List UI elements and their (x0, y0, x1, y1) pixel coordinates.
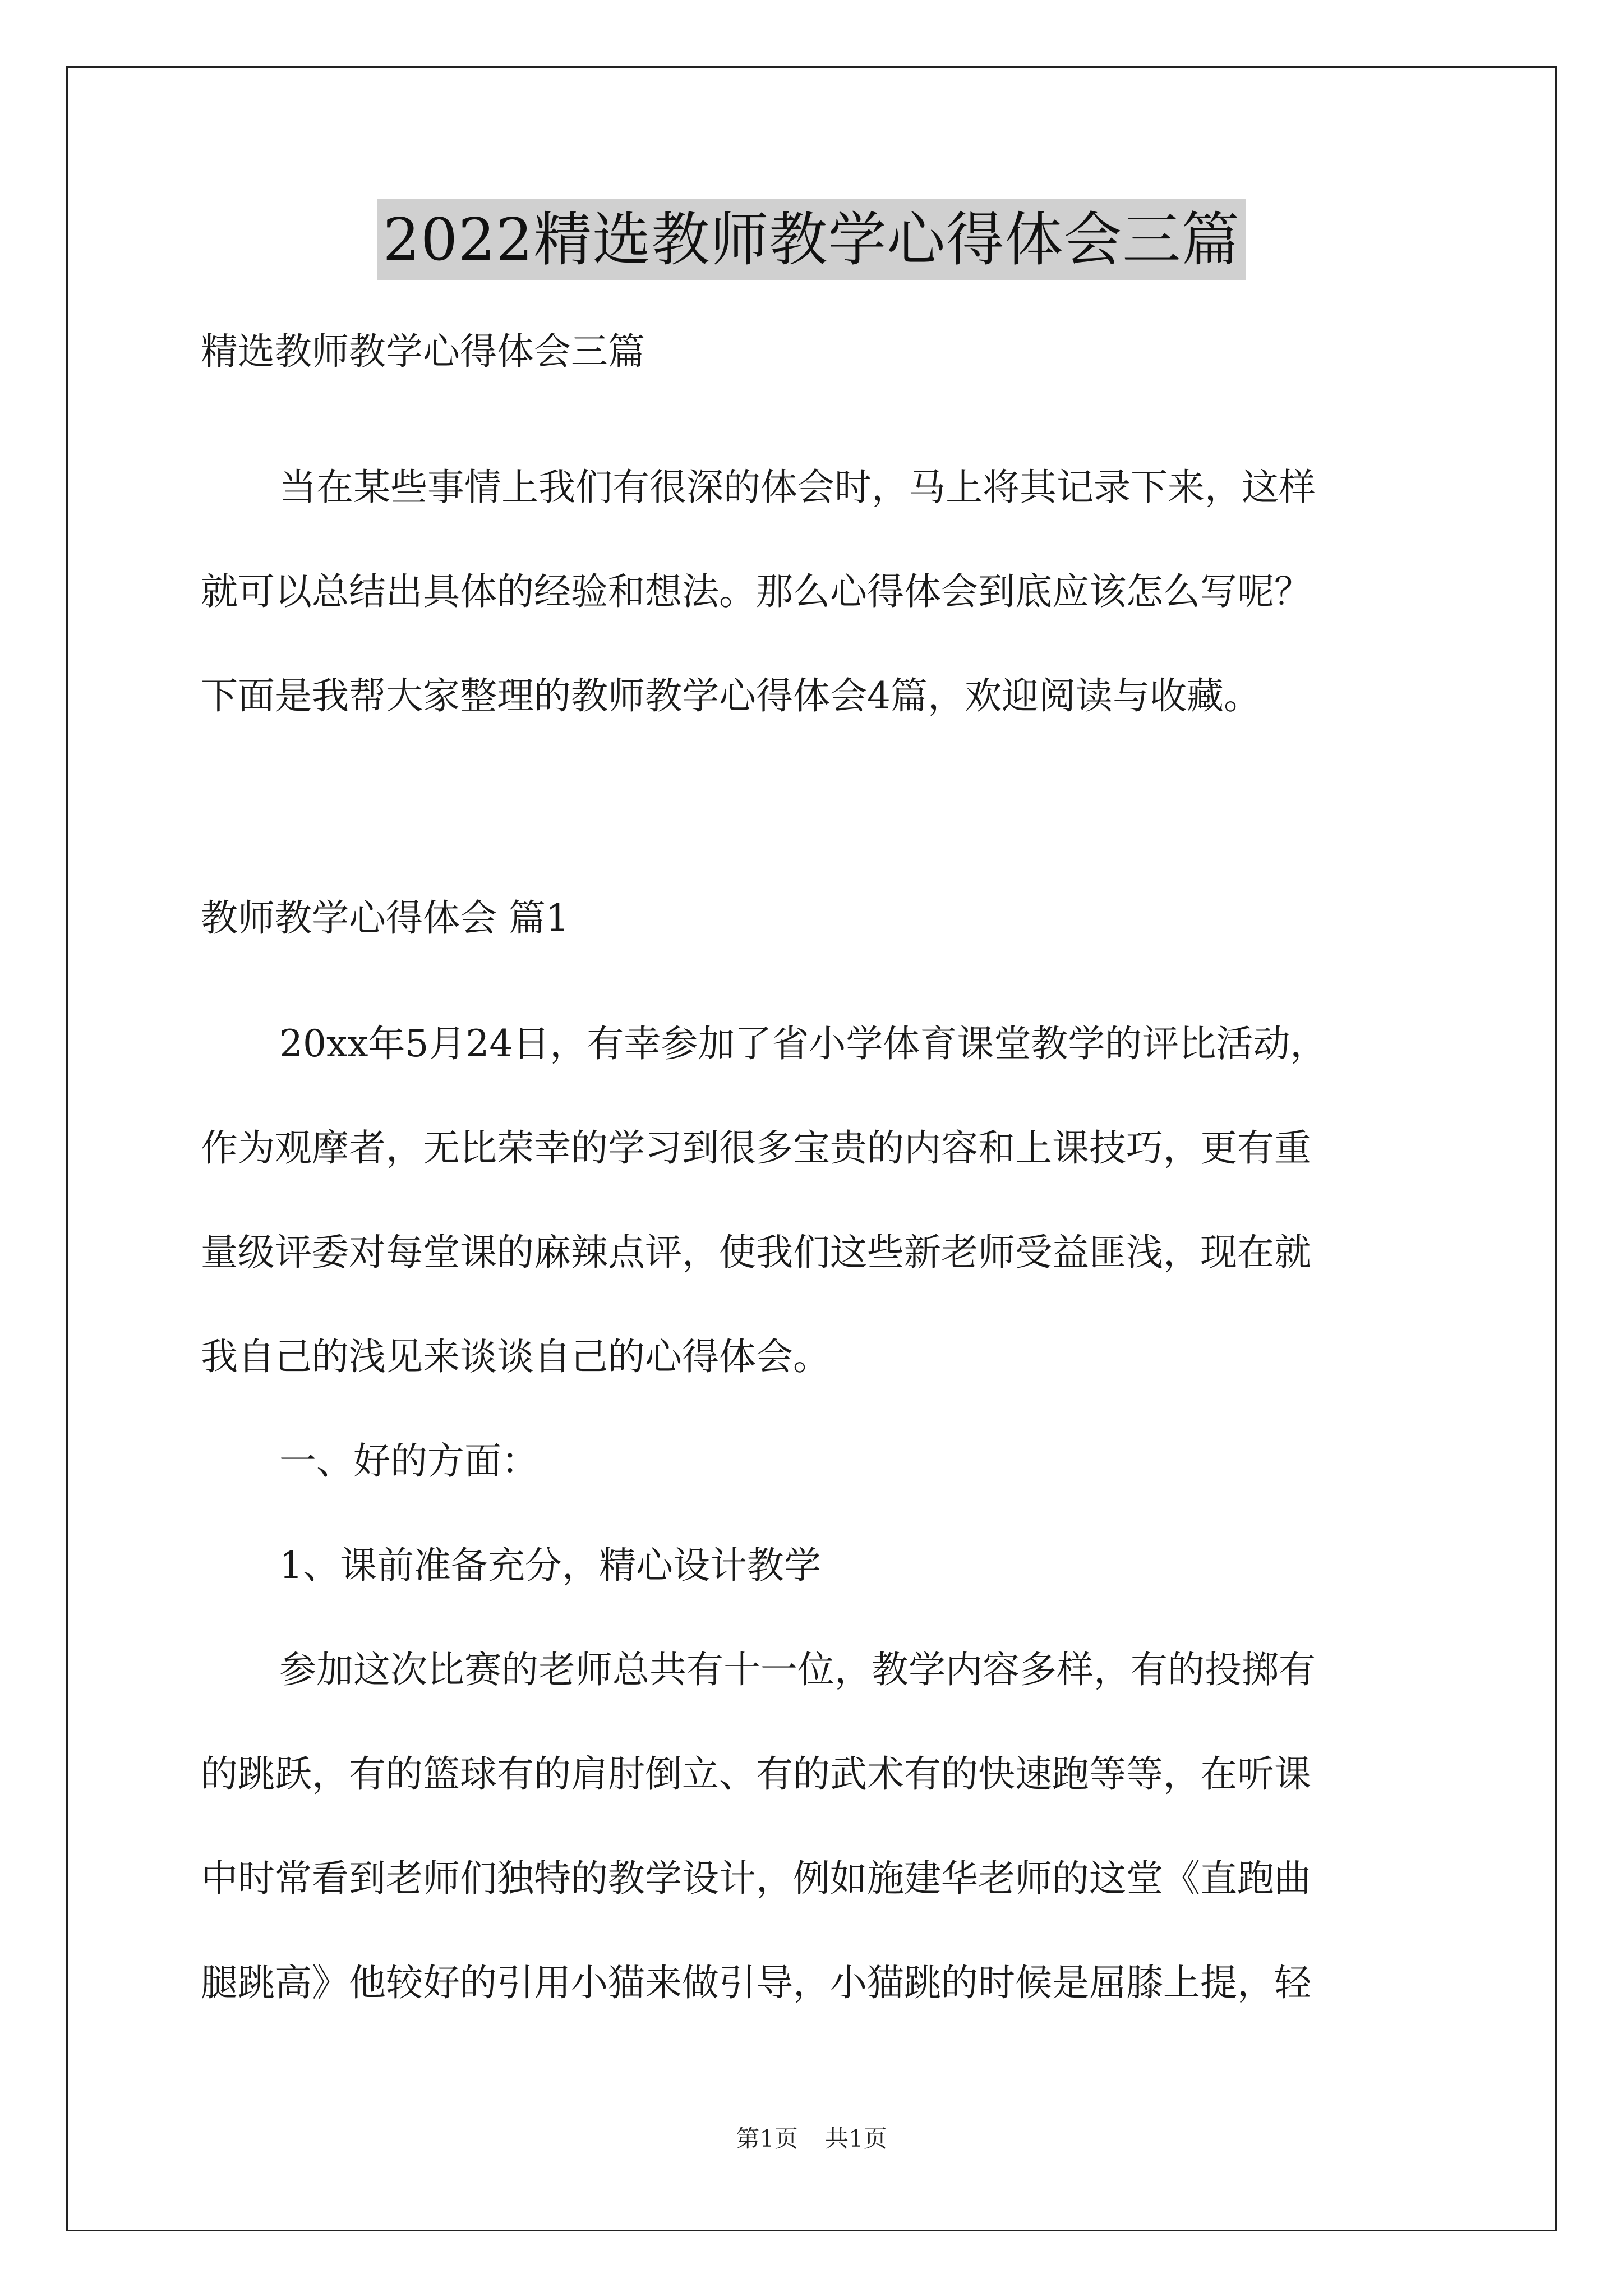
page-number: 第1页 (736, 2125, 798, 2152)
page-footer (0, 2120, 1623, 2154)
section-line: 作为观摩者，无比荣幸的学习到很多宝贵的内容和上课技巧，更有重 (201, 1126, 1311, 1170)
section-paragraph (201, 992, 1435, 2035)
intro-line: 当在某些事情上我们有很深的体会时，马上将其记录下来，这样 (279, 466, 1316, 509)
point-1-line: 中时常看到老师们独特的教学设计，例如施建华老师的这堂《直跑曲 (201, 1857, 1311, 1900)
point-1-heading: 1、课前准备充分，精心设计教学 (279, 1544, 821, 1587)
document-body (201, 300, 1435, 404)
document-subtitle: 精选教师教学心得体会三篇 (201, 330, 645, 373)
document-title: 2022精选教师教学心得体会三篇 (377, 199, 1246, 280)
section-heading-block (201, 866, 1435, 970)
point-1-line: 腿跳高》他较好的引用小猫来做引导，小猫跳的时候是屈膝上提，轻 (201, 1961, 1311, 2004)
point-1-line: 的跳跃，有的篮球有的肩肘倒立、有的武术有的快速跑等等，在听课 (201, 1752, 1311, 1796)
intro-line: 下面是我帮大家整理的教师教学心得体会4篇，欢迎阅读与收藏。 (201, 674, 1261, 717)
point-heading: 一、好的方面： (279, 1439, 538, 1483)
point-1-line: 参加这次比赛的老师总共有十一位，教学内容多样，有的投掷有 (279, 1648, 1316, 1691)
section-line: 量级评委对每堂课的麻辣点评，使我们这些新老师受益匪浅，现在就 (201, 1231, 1311, 1274)
page-total: 共1页 (825, 2125, 887, 2152)
section-heading: 教师教学心得体会 篇1 (201, 896, 569, 940)
intro-paragraph (201, 435, 1435, 748)
title-container (0, 199, 1623, 280)
intro-line: 就可以总结出具体的经验和想法。那么心得体会到底应该怎么写呢？ (201, 570, 1311, 613)
section-line: 我自己的浅见来谈谈自己的心得体会。 (201, 1335, 830, 1378)
section-line: 20xx年5月24日，有幸参加了省小学体育课堂教学的评比活动， (279, 1022, 1327, 1065)
